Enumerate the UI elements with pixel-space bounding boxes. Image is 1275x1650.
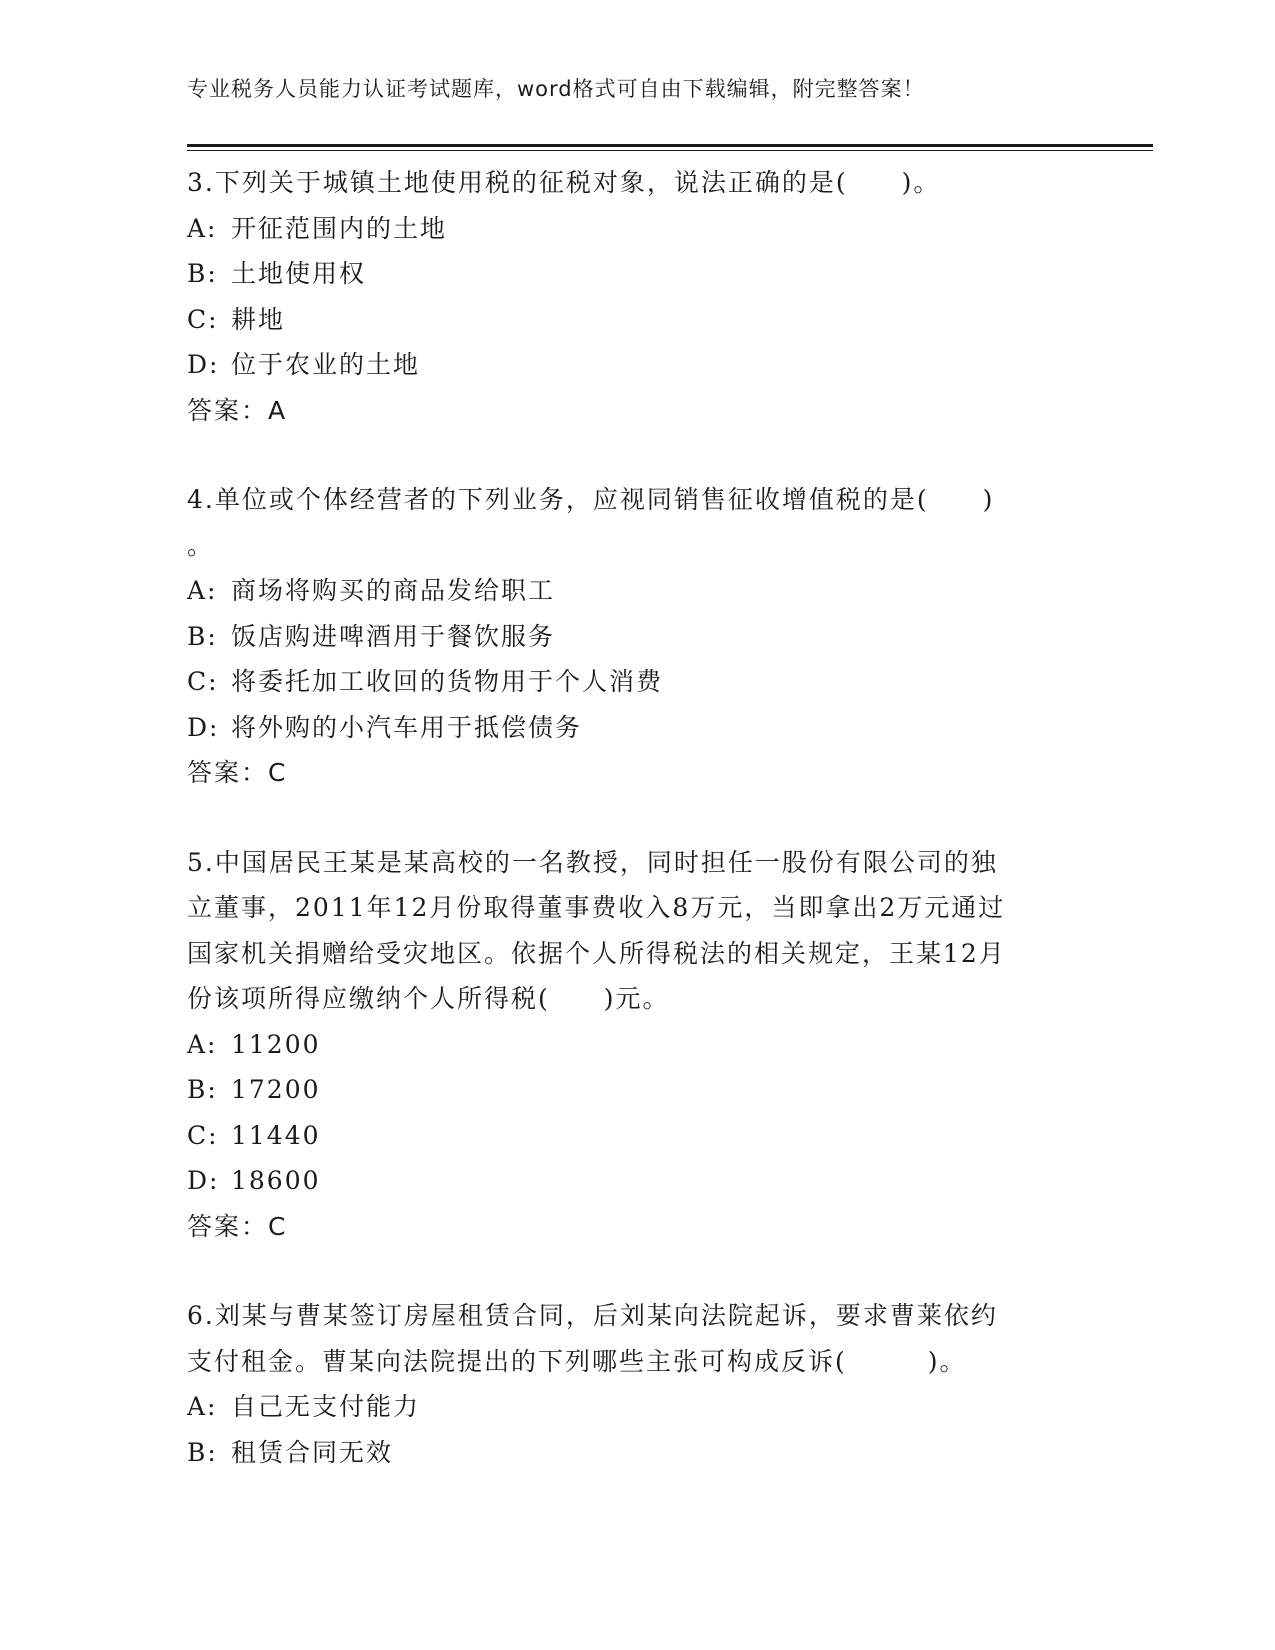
- option-a: [187, 568, 1087, 614]
- option-b: [187, 614, 1087, 660]
- option-c: [187, 297, 1087, 343]
- stem-line: 支付租金。曹某向法院提出的下列哪些主张可构成反诉( )。: [187, 1346, 967, 1376]
- answer-line: 答案：A: [187, 395, 288, 425]
- stem-line: 份该项所得应缴纳个人所得税( )元。: [187, 984, 670, 1013]
- option-a: [187, 206, 1087, 252]
- option-text: 自己无支付能力: [231, 1392, 421, 1421]
- option-text: 将外购的小汽车用于抵偿债务: [231, 712, 583, 742]
- option-a: [187, 1022, 1087, 1068]
- option-text: 耕地: [231, 304, 286, 334]
- option-letter: C:: [187, 1120, 219, 1150]
- option-letter: B:: [187, 1075, 218, 1104]
- stem-line: 5.中国居民王某是某高校的一名教授，同时担任一股份有限公司的独: [187, 847, 998, 877]
- question-stem: [187, 840, 1087, 1022]
- option-text: 11200: [231, 1029, 321, 1059]
- option-letter: C:: [187, 304, 219, 334]
- option-letter: D:: [187, 1166, 220, 1195]
- option-text: 将委托加工收回的货物用于个人消费: [231, 667, 664, 696]
- option-text: 位于农业的土地: [231, 350, 421, 379]
- question-stem: [187, 477, 1087, 568]
- option-c: [187, 1113, 1087, 1159]
- stem-line: 3.下列关于城镇土地使用税的征税对象，说法正确的是( )。: [187, 168, 941, 197]
- option-letter: A:: [187, 1029, 218, 1059]
- option-text: 商场将购买的商品发给职工: [231, 576, 556, 605]
- option-d: [187, 342, 1087, 388]
- option-b: [187, 1067, 1087, 1113]
- option-letter: D:: [187, 350, 220, 379]
- option-letter: B:: [187, 621, 218, 651]
- option-text: 土地使用权: [231, 259, 367, 288]
- option-text: 开征范围内的土地: [231, 213, 448, 243]
- answer-line: 答案：C: [187, 1211, 288, 1241]
- option-b: [187, 1430, 1087, 1476]
- option-letter: A:: [187, 213, 218, 243]
- stem-line: 4.单位或个体经营者的下列业务，应视同销售征收增值税的是( ): [187, 485, 995, 514]
- question-4: [187, 477, 1087, 796]
- option-d: [187, 705, 1087, 751]
- question-6: [187, 1293, 1087, 1475]
- answer-line: 答案：C: [187, 758, 288, 787]
- option-letter: D:: [187, 712, 220, 742]
- option-text: 11440: [231, 1120, 321, 1150]
- stem-line: 国家机关捐赠给受灾地区。依据个人所得税法的相关规定，王某12月: [187, 938, 1006, 968]
- option-letter: A:: [187, 1392, 218, 1421]
- header-rule-thin: [187, 150, 1153, 151]
- option-text: 17200: [231, 1075, 321, 1104]
- stem-line: 。: [187, 530, 215, 560]
- question-list: [187, 160, 1087, 1475]
- stem-line: 6.刘某与曹某签订房屋租赁合同，后刘某向法院起诉，要求曹莱依约: [187, 1301, 998, 1330]
- option-letter: B:: [187, 1437, 218, 1467]
- option-letter: B:: [187, 259, 218, 288]
- option-letter: A:: [187, 576, 218, 605]
- option-text: 饭店购进啤酒用于餐饮服务: [231, 621, 556, 651]
- question-5: [187, 840, 1087, 1250]
- option-c: [187, 659, 1087, 705]
- option-a: [187, 1384, 1087, 1430]
- option-letter: C:: [187, 667, 219, 696]
- header-rule-thick: [187, 144, 1153, 147]
- option-text: 18600: [231, 1166, 321, 1195]
- stem-line: 立董事，2011年12月份取得董事费收入8万元，当即拿出2万元通过: [187, 893, 1006, 922]
- question-stem: [187, 160, 1087, 206]
- question-3: [187, 160, 1087, 433]
- option-d: [187, 1158, 1087, 1204]
- option-b: [187, 251, 1087, 297]
- option-text: 租赁合同无效: [231, 1437, 394, 1467]
- page-header: 专业税务人员能力认证考试题库，word格式可自由下载编辑，附完整答案！: [187, 77, 925, 101]
- question-stem: [187, 1293, 1087, 1384]
